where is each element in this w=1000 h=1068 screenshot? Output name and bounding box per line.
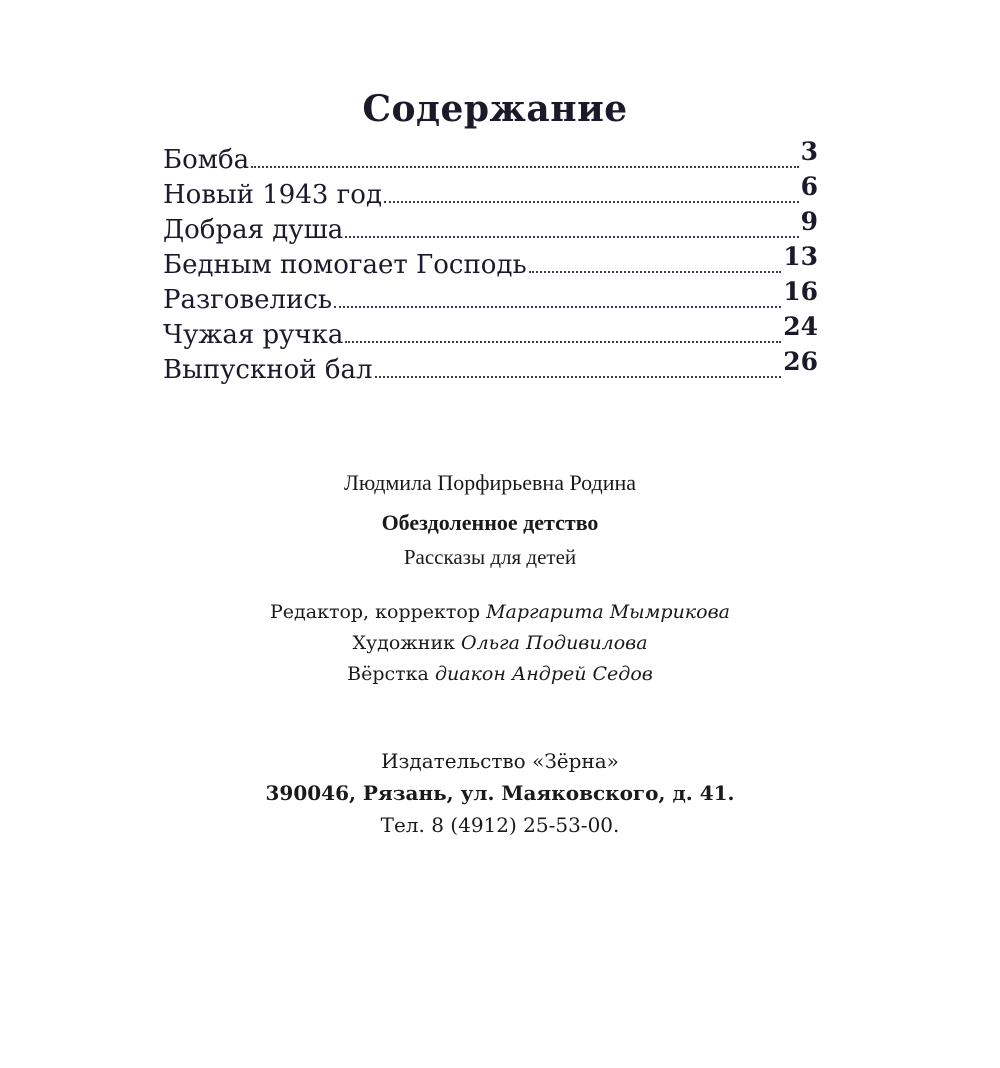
toc-entry-page: 26 [783,347,818,376]
dot-leader [345,340,781,343]
toc-entry-title: Выпускной бал [163,355,373,385]
dot-leader [251,165,798,168]
toc-entry-title: Разговелись [163,285,333,315]
dot-leader [334,305,781,308]
author-name: Людмила Порфирьевна Родина [343,470,637,495]
credit-role: Редактор, корректор [270,601,481,623]
credits-block [0,597,1000,690]
toc-entry-title: Добрая душа [163,215,344,245]
toc-entry [163,172,818,210]
toc-entry-title: Новый 1943 год [163,180,382,210]
dot-leader [529,270,782,273]
credit-line [0,597,1000,628]
book-title: Обездоленное детство [381,510,599,535]
toc-entry [163,137,818,175]
toc-entry-page: 6 [800,172,818,201]
publisher-name: Издательство «Зёрна» [381,749,619,773]
toc-entry [163,207,818,245]
dot-leader [375,375,782,378]
credit-line [0,628,1000,659]
publisher-address: 390046, Рязань, ул. Маяковского, д. 41. [265,781,735,805]
toc-entry-title: Бедным помогает Господь [163,250,527,280]
table-of-contents [163,137,818,385]
publisher-block [0,745,1000,841]
credit-role: Художник [352,632,455,654]
credit-role: Вёрстка [347,663,429,685]
dot-leader [384,200,799,203]
toc-entry-page: 9 [800,207,818,236]
publisher-phone: Тел. 8 (4912) 25-53-00. [380,813,620,837]
toc-heading: Содержание [362,88,628,130]
toc-entry-page: 3 [800,137,818,166]
toc-entry-page: 13 [783,242,818,271]
credit-person: Маргарита Мымрикова [486,601,730,623]
toc-entry-title: Бомба [163,145,250,175]
credit-person: Ольга Подивилова [461,632,648,654]
book-subtitle: Рассказы для детей [403,545,577,569]
toc-entry [163,277,818,315]
toc-entry [163,242,818,280]
toc-entry [163,347,818,385]
toc-entry [163,312,818,350]
dot-leader [345,235,798,238]
credit-person: диакон Андрей Седов [434,663,653,685]
credit-line [0,659,1000,690]
toc-entry-page: 16 [783,277,818,306]
toc-entry-title: Чужая ручка [163,320,344,350]
toc-entry-page: 24 [783,312,818,341]
